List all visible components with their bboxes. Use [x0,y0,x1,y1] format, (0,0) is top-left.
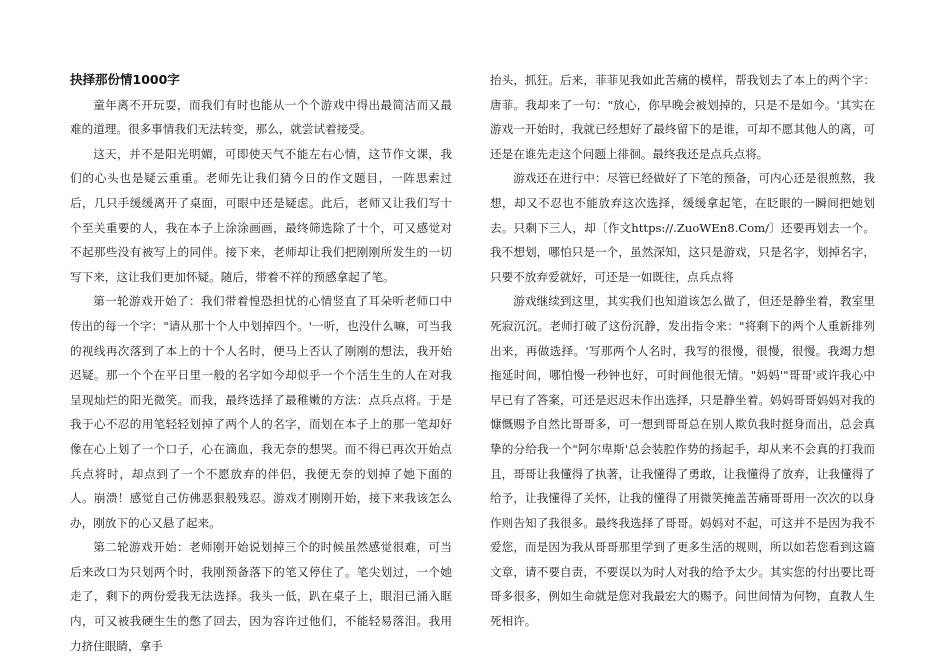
right-column [490,68,875,634]
paragraph: 这天，并不是阳光明媚，可即使天气不能左右心情，这节作文课，我们的心头也是疑云重重。老师先让我们猜今日的作文题目，一阵思索过后，几只手缓缓离开了桌面，可眼中还是疑虑。此后，老师又让我们写十个至关重要的人，我在本子上涂涂画画，最终筛选除了十个，可又感觉对不起那些没有被写上的同伴。接下来，老师却让我们把刚刚所发生的一切写下来，这让我们更加怀疑。随后，带着不祥的预感拿起了笔。 [70,146,452,284]
paragraph: 第一轮游戏开始了：我们带着惶恐担忧的心情竖直了耳朵听老师口中传出的每一个字："请从那十个人中划掉四个。'一听，也没什么嘛，可当我的视线再次落到了本上的十个人名时，便马上否认了刚刚的想法，我开始迟疑。那一个个在平日里一般的名字如今却似乎一个个活生生的人在对我呈现灿烂的阳光微笑。而我，最终选择了最稚嫩的方法：点兵点将。于是我于心不忍的用笔轻轻划掉了两个人的名字，而划在本子上的那一笔却好像在心上划了一个口子，心在滴血，我无奈的想哭。而不得已再次开始点兵点将时，却点到了一个不愿放弃的伴侣，我便无奈的划掉了她下面的人。崩溃！感觉自己仿佛恶狠般残忍。游戏才刚刚开始，接下来我该怎么办，刚放下的心又悬了起来。 [70,294,452,530]
paragraph-continued: 抬头，抓狂。后来，菲菲见我如此苦痛的模样，帮我划去了本上的两个字：唐菲。我却来了一句："放心，你早晚会被划掉的，只是不是如今。'其实在游戏一开始时，我就已经想好了最终留下的是谁，可却不愿其他人的离，可还是在谁先走这个问题上徘徊。最终我还是点兵点将。 [490,73,875,161]
left-column [70,68,452,658]
paragraph: 第二轮游戏开始：老师刚开始说划掉三个的时候虽然感觉很难，可当后来改口为只划两个时，我刚预备落下的笔又停住了。笔尖划过，一个她走了，剩下的两份爱我无法选择。我头一低，趴在桌子上，眼泪已涌入眶内，可又被我硬生生的憋了回去，因为容许过他们，不能轻易落泪。我用力挤住眼睛，拿手 [70,540,452,653]
paragraph: 游戏还在进行中：尽管已经做好了下笔的预备，可内心还是很煎熬，我想，却又不忍也不能放弃这次选择，缓缓拿起笔，在眨眼的一瞬间把她划去。只剩下三人，却〔作文https://.ZuoWEn8.Com/〕还要再划去一个。我不想划，哪怕只是一个，虽然深知，这只是游戏，只是名字，划掉名字，只要不放弃爱就好，可还是一如既往，点兵点将 [490,171,875,284]
document-title: 抉择那份情1000字 [70,72,180,87]
paragraph: 游戏继续到这里，其实我们也知道该怎么做了，但还是静坐着，教室里死寂沉沉。老师打破了这份沉静，发出指令来："将剩下的两个人重新排列出来，再做选择。'写那两个人名时，我写的很慢，很慢，很慢。我竭力想拖延时间，哪怕慢一秒钟也好，可时间他很无情。"妈妈'"哥哥'或许我心中早已有了答案，可还是迟迟未作出选择，只是静坐着。妈妈哥哥妈妈对我的慷慨赐予自然比哥哥多，可一想到哥哥总在别人欺负我时挺身而出，总会真挚的分给我一个"阿尔卑斯'总会装腔作势的扬起手，却从来不会真的打我而且，哥哥让我懂得了执著，让我懂得了勇敢，让我懂得了放弃，让我懂得了给予，让我懂得了关怀，让我的懂得了用微笑掩盖苦痛哥哥用一次次的以身作则告知了我很多。最终我选择了哥哥。妈妈对不起，可这并不是因为我不爱您，而是因为我从哥哥那里学到了更多生活的规则，所以如若您看到这篇文章，请不要自责，不要误以为时人对我的给予太少。其实您的付出要比哥哥多很多，例如生命就是您对我最宏大的赐予。问世间情为何物，直教人生死相许。 [490,294,875,629]
paragraph: 童年离不开玩耍，而我们有时也能从一个个游戏中得出最简洁而又最难的道理。很多事情我们无法转变，那么，就尝试着接受。 [70,97,452,137]
